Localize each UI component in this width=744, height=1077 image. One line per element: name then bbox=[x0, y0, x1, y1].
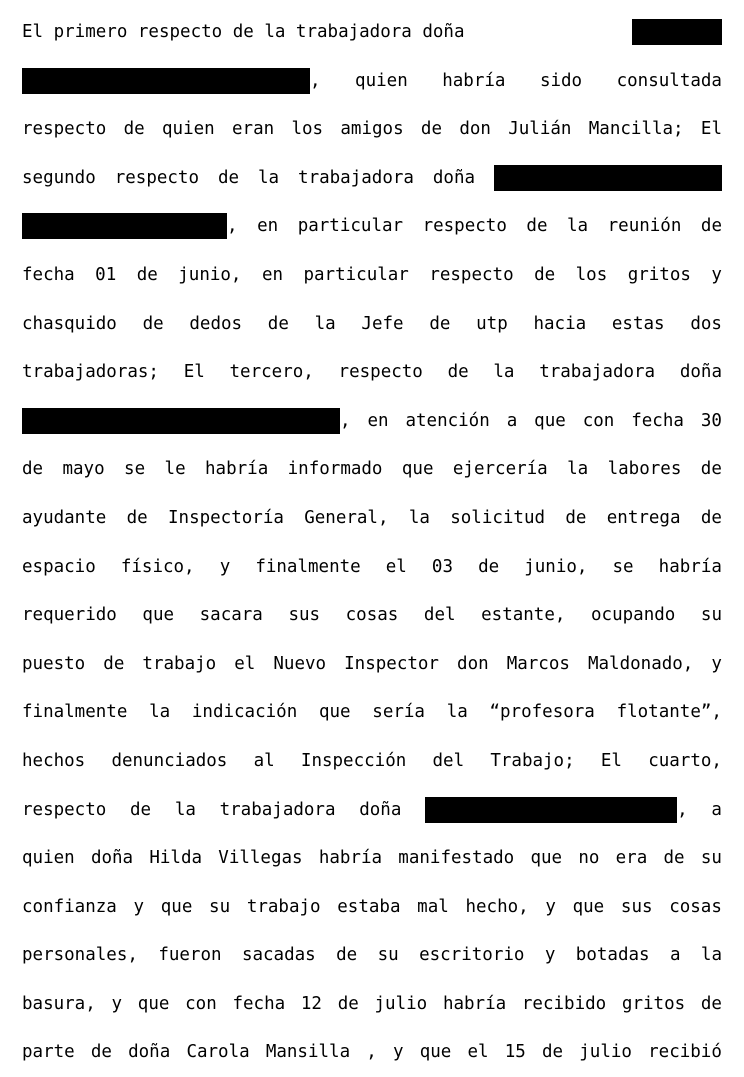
word: respecto bbox=[338, 362, 423, 383]
word: que bbox=[419, 1042, 452, 1063]
redaction-block bbox=[22, 57, 321, 106]
word: que bbox=[534, 410, 566, 431]
redaction-block bbox=[494, 154, 722, 203]
word: julio bbox=[579, 1042, 632, 1063]
text-line bbox=[22, 494, 722, 543]
word: Inspectoría bbox=[168, 507, 284, 528]
word: atención bbox=[405, 410, 490, 431]
word: eran bbox=[232, 119, 275, 140]
redaction-block bbox=[425, 786, 688, 835]
word: Hilda bbox=[149, 848, 203, 869]
word: de bbox=[700, 507, 722, 528]
word: que bbox=[142, 605, 175, 626]
word: de bbox=[429, 313, 451, 334]
word: 15 bbox=[504, 1042, 526, 1063]
word: 01 bbox=[95, 264, 117, 285]
word: Carola bbox=[186, 1042, 250, 1063]
word: Villegas bbox=[218, 848, 303, 869]
word: parte bbox=[22, 1042, 75, 1063]
word: habría bbox=[442, 70, 506, 91]
word: gritos bbox=[621, 993, 686, 1014]
word: y bbox=[393, 1042, 404, 1063]
word: Trabajo; bbox=[490, 750, 575, 771]
word: El primero respecto de la trabajadora doña bbox=[22, 22, 465, 42]
word: la bbox=[567, 216, 589, 237]
word: habría bbox=[658, 556, 722, 577]
word: trabajadora bbox=[298, 167, 414, 188]
word: cosas bbox=[669, 896, 722, 917]
word: que bbox=[401, 459, 434, 480]
text-line bbox=[22, 397, 722, 446]
word: trabajo bbox=[142, 653, 217, 674]
word: de bbox=[565, 507, 587, 528]
word: ejercería bbox=[452, 459, 548, 480]
word: de bbox=[90, 1042, 112, 1063]
word: sus bbox=[288, 605, 321, 626]
word: los bbox=[291, 119, 324, 140]
word: tercero, bbox=[229, 362, 314, 383]
word: trabajadoras; bbox=[22, 362, 159, 383]
word: habría bbox=[442, 993, 507, 1014]
word: de bbox=[337, 993, 359, 1014]
word: que bbox=[318, 702, 351, 723]
redaction-bar bbox=[494, 165, 722, 191]
text-line bbox=[22, 688, 722, 737]
word: le bbox=[164, 459, 186, 480]
word: Mancilla; bbox=[588, 119, 684, 140]
word: en bbox=[261, 264, 284, 285]
word: fecha bbox=[22, 264, 75, 285]
word: su bbox=[209, 896, 231, 917]
word: finalmente bbox=[22, 702, 128, 723]
word: de bbox=[217, 167, 240, 188]
word: no bbox=[578, 848, 600, 869]
word: el bbox=[234, 653, 256, 674]
word: trabajadora bbox=[219, 799, 336, 820]
word: el bbox=[467, 1042, 489, 1063]
word: manifestado bbox=[398, 848, 515, 869]
text-line bbox=[22, 591, 722, 640]
word: quien bbox=[355, 70, 408, 91]
word: la bbox=[314, 313, 336, 334]
word: 03 bbox=[431, 556, 453, 577]
word: de bbox=[142, 313, 164, 334]
word: al bbox=[253, 750, 275, 771]
text-line bbox=[22, 931, 722, 980]
word: espacio bbox=[22, 556, 96, 577]
word: respecto bbox=[22, 799, 107, 820]
word: su bbox=[700, 605, 722, 626]
word: segundo bbox=[22, 167, 96, 188]
text-line bbox=[22, 8, 722, 57]
word: fecha bbox=[232, 993, 286, 1014]
word: utp bbox=[476, 313, 508, 334]
word: estas bbox=[611, 313, 665, 334]
word: la bbox=[700, 945, 722, 966]
word: recibió bbox=[648, 1042, 722, 1063]
word: la bbox=[258, 167, 280, 188]
text-line bbox=[22, 251, 722, 300]
word: hecho, bbox=[465, 896, 529, 917]
word: del bbox=[423, 605, 456, 626]
word: se bbox=[612, 556, 634, 577]
redaction-bar bbox=[632, 19, 722, 45]
word: que bbox=[530, 848, 563, 869]
word: trabajo bbox=[246, 896, 321, 917]
word: los bbox=[575, 264, 608, 285]
text-line bbox=[22, 883, 722, 932]
word: de bbox=[22, 459, 44, 480]
text-line bbox=[22, 154, 722, 203]
word: respecto bbox=[429, 264, 514, 285]
word: que bbox=[160, 896, 193, 917]
word: y bbox=[711, 653, 722, 674]
word: de bbox=[136, 264, 158, 285]
word: la bbox=[493, 362, 515, 383]
word: de bbox=[126, 507, 148, 528]
word: de bbox=[700, 216, 722, 237]
word: doña bbox=[128, 1042, 171, 1063]
word: sido bbox=[539, 70, 583, 91]
word: la bbox=[567, 459, 589, 480]
word: trabajadora bbox=[539, 362, 656, 383]
word: doña bbox=[432, 167, 476, 188]
text-line bbox=[22, 640, 722, 689]
word: la bbox=[408, 507, 430, 528]
word: finalmente bbox=[255, 556, 361, 577]
word: quien bbox=[22, 848, 75, 869]
word: chasquido bbox=[22, 313, 117, 334]
word: Mansilla bbox=[265, 1042, 351, 1063]
word: habría bbox=[205, 459, 269, 480]
word: recibido bbox=[521, 993, 607, 1014]
word: doña bbox=[90, 848, 134, 869]
text-line bbox=[22, 980, 722, 1029]
word: a bbox=[711, 799, 722, 820]
word: su bbox=[700, 848, 722, 869]
word: quien bbox=[162, 119, 215, 140]
word: personales, bbox=[22, 945, 138, 966]
word: y bbox=[544, 945, 556, 966]
word: solicitud bbox=[450, 507, 546, 528]
word: fecha bbox=[631, 410, 684, 431]
punctuation: , bbox=[310, 70, 321, 91]
word: Inspección bbox=[300, 750, 407, 771]
word: Nuevo bbox=[273, 653, 327, 674]
word: que bbox=[137, 993, 170, 1014]
word: botadas bbox=[575, 945, 650, 966]
word: sacara bbox=[199, 605, 263, 626]
word: la bbox=[446, 702, 468, 723]
word: junio, bbox=[178, 264, 242, 285]
word: de bbox=[542, 1042, 564, 1063]
word: labores bbox=[607, 459, 682, 480]
word: gritos bbox=[627, 264, 691, 285]
text-line bbox=[22, 105, 722, 154]
word: a bbox=[669, 945, 681, 966]
word: y bbox=[111, 993, 123, 1014]
word: informado bbox=[287, 459, 383, 480]
word: flotante”, bbox=[616, 702, 722, 723]
word: don bbox=[457, 653, 489, 674]
word: de bbox=[700, 459, 722, 480]
word: ocupando bbox=[591, 605, 676, 626]
redaction-bar bbox=[22, 68, 310, 94]
redaction-block bbox=[22, 397, 351, 446]
word: la bbox=[174, 799, 196, 820]
word: entrega bbox=[606, 507, 681, 528]
word: junio, bbox=[524, 556, 588, 577]
word: mayo bbox=[62, 459, 105, 480]
word: de bbox=[526, 216, 548, 237]
word: en bbox=[257, 216, 279, 237]
word: a bbox=[506, 410, 518, 431]
word: con bbox=[185, 993, 217, 1014]
word: basura, bbox=[22, 993, 96, 1014]
word: don bbox=[459, 119, 491, 140]
word: de bbox=[447, 362, 469, 383]
redaction-bar bbox=[22, 213, 227, 239]
word: su bbox=[377, 945, 399, 966]
word: de bbox=[700, 993, 722, 1014]
word: requerido bbox=[22, 605, 117, 626]
word: respecto bbox=[114, 167, 200, 188]
text-line bbox=[22, 737, 722, 786]
word: doña bbox=[359, 799, 402, 820]
word: fueron bbox=[158, 945, 222, 966]
redaction-bar bbox=[425, 797, 677, 823]
word: se bbox=[124, 459, 146, 480]
punctuation: , bbox=[677, 799, 688, 820]
text-line bbox=[22, 445, 722, 494]
word: escritorio bbox=[419, 945, 525, 966]
word: de bbox=[420, 119, 442, 140]
word: Marcos bbox=[506, 653, 570, 674]
punctuation: , bbox=[227, 216, 238, 237]
word: de bbox=[103, 653, 125, 674]
text-line bbox=[22, 543, 722, 592]
text-line bbox=[22, 834, 722, 883]
word: y bbox=[219, 556, 231, 577]
text-line bbox=[22, 786, 722, 835]
word: 12 bbox=[300, 993, 322, 1014]
word: dos bbox=[690, 313, 722, 334]
word: sería bbox=[372, 702, 425, 723]
word: cuarto, bbox=[648, 750, 722, 771]
word: y bbox=[133, 896, 145, 917]
word: estante, bbox=[481, 605, 566, 626]
document-paragraph bbox=[22, 8, 722, 1077]
text-line bbox=[22, 202, 722, 251]
word: Maldonado, bbox=[587, 653, 694, 674]
redaction-block bbox=[22, 202, 238, 251]
word: que bbox=[572, 896, 605, 917]
word: de bbox=[478, 556, 500, 577]
word: de bbox=[267, 313, 289, 334]
word: reunión bbox=[607, 216, 682, 237]
word: de bbox=[663, 848, 685, 869]
redaction-block bbox=[632, 8, 722, 57]
word: amigos bbox=[340, 119, 404, 140]
word: particular bbox=[297, 216, 404, 237]
word: puesto bbox=[22, 653, 86, 674]
word: hacia bbox=[533, 313, 587, 334]
text-line bbox=[22, 300, 722, 349]
word: habría bbox=[318, 848, 383, 869]
word: respecto bbox=[422, 216, 507, 237]
word: de bbox=[123, 119, 145, 140]
word: y bbox=[545, 896, 556, 917]
word: particular bbox=[303, 264, 409, 285]
word: era bbox=[615, 848, 648, 869]
word: Jefe bbox=[361, 313, 404, 334]
word: respecto bbox=[22, 119, 107, 140]
word: “profesora bbox=[489, 702, 595, 723]
word: doña bbox=[679, 362, 722, 383]
word: sacadas bbox=[241, 945, 316, 966]
text-line bbox=[22, 1028, 722, 1077]
word: Inspector bbox=[344, 653, 439, 674]
word: hechos bbox=[22, 750, 86, 771]
word: en bbox=[367, 410, 389, 431]
word: el bbox=[385, 556, 407, 577]
word: Julián bbox=[508, 119, 572, 140]
word: y bbox=[711, 264, 722, 285]
word: El bbox=[183, 362, 205, 383]
word: la bbox=[149, 702, 171, 723]
word: denunciados bbox=[111, 750, 228, 771]
word: estaba bbox=[337, 896, 401, 917]
word: de bbox=[534, 264, 556, 285]
word: El bbox=[700, 119, 722, 140]
word: dedos bbox=[189, 313, 243, 334]
word: indicación bbox=[191, 702, 298, 723]
word: de bbox=[130, 799, 152, 820]
word: cosas bbox=[345, 605, 399, 626]
word: El bbox=[600, 750, 622, 771]
word: 30 bbox=[700, 410, 722, 431]
text-line bbox=[22, 348, 722, 397]
word: consultada bbox=[616, 70, 722, 91]
word: confianza bbox=[22, 896, 117, 917]
word: ayudante bbox=[22, 507, 107, 528]
word: julio bbox=[374, 993, 428, 1014]
word: sus bbox=[620, 896, 653, 917]
punctuation: , bbox=[340, 410, 351, 431]
word: de bbox=[336, 945, 358, 966]
word: con bbox=[582, 410, 615, 431]
text-line bbox=[22, 57, 722, 106]
word: , bbox=[366, 1042, 377, 1063]
word: General, bbox=[304, 507, 389, 528]
redaction-bar bbox=[22, 408, 340, 434]
word: mal bbox=[417, 896, 449, 917]
word: del bbox=[432, 750, 465, 771]
word: físico, bbox=[120, 556, 195, 577]
